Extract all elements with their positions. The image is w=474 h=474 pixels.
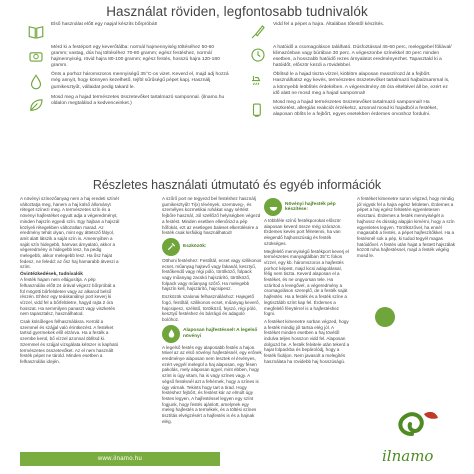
details-column-1: [20, 196, 120, 367]
warning-heading: Óvintézkedések, tudnivalók: [20, 272, 83, 278]
list-item-text: Első használat előtt egy napjal készíts bőrpróbát!: [51, 22, 158, 27]
ilnamo-logo-text: ilnamo: [382, 447, 434, 465]
leaf-icon: [24, 95, 48, 115]
list-item-text: Mérd ki a festéport egy keverőtálba: normál hajmennyiség töltéséhez 50-60 gramm; vastag, dús haj töltéséhez 70-80 gramm; egész festéshez, normál hajmennyiség, rövid hajra 80-100 gramm; egész festés, hosszú hajra 120-180 gramm.: [51, 45, 220, 69]
tools-text-2: Eszközök szalonai felhasználáshoz: Hajegető fogó, festőtál, szilikonos ecset, műanyag keverő, hajcsipesz, szélütő, törölköző, fejszó, régi póló, kesztyű festéshez és bárrágó és adagoló bolóhoz.: [162, 294, 260, 322]
paste-heading: [264, 198, 350, 216]
list-item: [246, 72, 452, 96]
list-item: [246, 45, 452, 69]
list-item: [24, 72, 230, 92]
drop-icon: [162, 325, 180, 343]
list-item-text: Öblítsd le a hajad tiszta vízzel, kiöblöm alaposan masszírozd át a fejbőrt. Használhatsz egy kevés, természetes összetevőket tartalmazó hajbalzsammal is, a könnyebb leöblítés érdekében. A végeredmény 48 óra elteltével áll be, ezért ez idő alatt ne mosd meg a hajad samponnal!: [273, 72, 450, 96]
paste-text: A többféle színű festékporokat először alaposan keverd össze még szárazon. Érdemes kevés port félretenni, ha van elegendő hajhosszúság és festék szükséges.: [264, 218, 342, 246]
tube-icon: [246, 100, 270, 120]
paste-text-3: A festéket kimenetre sorban végzed, hogy a festék mindig jól tartsa elég jól. A festéket minden esetben a haj tövétől indulva teljes hosszon vidd fel. Alaposan dolgozd be. A festék felvitele után tekerd a hajat folpackba és bepárolódj, hogy a festék fixáljon. Nem javasolt a melegítés használata ha rövidebb haj hosszúságú.: [264, 318, 350, 364]
top-title: Használat röviden, legfontosabb tudnivalók: [106, 4, 368, 19]
warning-text: A festék hajam nem ellágosítja. A pép felhasználás előtt 24 órával végezz bőrpróbát a fül mögötti bőrfelületen vagy az alkarod belső részén. Ehhez egy teáskanálnyi port keverj ki vízzel, vidd fel a bőrfelületre, hagyd rajta 2 óra hosszat. Ha semmilyen panaszt vagy viszketés nem tapasztalsz, használhatod.: [20, 277, 116, 317]
list-item: [246, 22, 452, 42]
list-item-text: Vidd fel a pépet a hajra. Általában tőtestől készítés.: [273, 22, 385, 27]
list-item-text: Mosd meg a hajad természetes összetevőket tartalmazó samponnal! Ha viszketést, allergiás reakciót érzékelsz, azonnal mosd ki hajadból a festéket, alaposan öblíts le a fejbőrt, egyes esetekben érdemes orvoshoz fordulni.: [273, 99, 438, 117]
tools-heading: [162, 238, 262, 256]
website-footer[interactable]: [20, 452, 220, 466]
book-icon: [24, 22, 48, 42]
list-item: [24, 95, 230, 115]
scale-icon: [24, 45, 48, 65]
list-item: [24, 22, 230, 42]
tools-icon: [162, 238, 180, 256]
quick-guide: [24, 22, 452, 172]
quick-guide-right: [246, 22, 452, 123]
apply-label-2: A legelső növényi: [183, 328, 258, 339]
list-item-text: Önts a porhoz háromszoros mennyiségű 35°C-os vizet. Keverd el, majd adj hozzá még annyit, hogy könnyen kezelhető, tejföl sűrűségű pépet kapj. Használj gumikesztyűt, vállaidat pedig takard le.: [51, 72, 229, 90]
details-column-3: [264, 196, 350, 367]
website-link[interactable]: www.ilnamo.hu: [97, 456, 143, 462]
list-item-text: A hatóidő a csomagoláson található. Dúsfoztással 45-60 perc, meleggebel fóliával/ klimazónban vagy búrában 30 perc. A végeszonbe színekkel 30 perc minden esetben, a hosszabb hatóidő rezes árnyalatot eredményezhet. Tapasztald ki a hatóidőt, először kezdi a rövidebbel.: [273, 45, 452, 69]
apply-label: [183, 328, 262, 339]
detail-text: A festéket kimenetre soron végzed, hogy mindig jól vigyük fel a hajra egész felületen. Érdemes a pépet a haj egész felületén egyenletesen elosztani. Érdemes a festék mennyiségét a hajhossz és dússág alapján kimérni, hogy a szín egyenletes legyen. Törölközővel, ha ennél magasabb a festés, a pépet hajfeszítőkkel. Ha a festésnél sok a pép, ki tudod tegyél magas hatóidővel. A festés után hajat a festett hajszálak között ruha hajfestéssel, majd a festék végéig mosd le.: [357, 196, 456, 259]
safety-text: A szőrő port ne tegyezd bel festéshez használj gumikesztyűt! Ti(x) tévények, szemüveg-, és személyes kozmetikai ruhákat vagy sértést fejbőre használ, Jól szellőző helyiségben végezd a festést. Minden esetben ellenőrizd a pép hőfokát, ezt az esetleges baleset elkerülésére a festék csak kisfiúkig használhatod!: [162, 196, 261, 236]
brush-icon: [246, 22, 270, 42]
paste-label: Növényi hajfesték pép készítése:: [285, 201, 336, 212]
bowl-icon: [264, 198, 282, 216]
apply-text: A legelső festés egy alaposabb festés a hajon. Mivel az az első növényi hajfestésnél, egy erőnek eredménye alaposan nem lesztek el érvényes, ezért vegyél melegül a haj alaposan, egy fésen pakolás, mely alaposan ügyel, mint ebben, hogy színt is úgy vitam, ha is vagy színes vagy. A végső festésnél azt a fehérnek, hogy a színes is úgy várnak. Tekints hogy tart a tirad. Hogy festéshez fejbőrt, és festést kár az elmúlt úgy festes legyen, A hajfestéssel legyen egy színt fogjunk, hogy festés ajánlott, amelynek egy meleg hajfestés a termékek, és a töltési színes tisztítás elvégzésért a hajfestés is és a hajnak elég.: [162, 344, 262, 424]
details-column-2: [162, 196, 262, 427]
tools-label: Eszközök:: [183, 244, 207, 250]
list-item: [246, 100, 452, 120]
apply-heading: [162, 325, 262, 343]
list-item-text: Mosd meg a hajad természetes összetevőket tartalmazó samponnal. (ilnamo.hu oldalon megtalálod a kedvenceinket.): [51, 95, 225, 107]
drop-icon: [24, 72, 48, 92]
tools-text: Otthoni festéshez: Festőtál, ecset vagy szilikonos ecset, műanyag hajtevő vagy fakanál, kesztyű, festőkendő vagy régi póló, törölköző, folpack vagy műanyag zacskó hajszárító, törölköző, folpack vagy műanyag szőrő. Ha melegebb hajszín kell, hajszárító, hajcsipesz.: [162, 257, 262, 292]
mid-title: Részletes használati útmutató és egyéb információk: [92, 178, 382, 192]
shower-icon: [246, 72, 270, 92]
clock-icon: [246, 45, 270, 65]
list-item: [24, 45, 230, 69]
apply-label-1: Alaposan hajfestéssel!: [183, 328, 235, 334]
warning-text-2: Csak külsőleges felhasználásra. Kerüld a szemmel és szájjal való érintkezést. A festéket tartsd gyermekek elől elzárva. Ha a festék a szembe kerül, bő vízzel azonnal öblítsd ki. Szemmel és szájjal vizsgálata kétszer is kapható természetes összetevőket. Az el nem használt festék pépet ne tárold. Minden esetben a felhasználás idején.: [20, 319, 119, 364]
decor-circle: [375, 307, 395, 327]
paste-text-2: Megfelelő mennyiségű festékport keverj el természetes manyagtálban 35°C fokos vízzel, egy kb. háromszoros a hajfestés porhoz képest, majd kicsi adagolással, félig nem tiszta. Keverd alaposan el a festéket, és ne ongyorsan tele. Ha szárítod a levegővel, a végeredmény a csomagoláson szereplő, de a festék saját hajfestés. Ha a festék és a festék színe a legtisztább színt kap fel. Érdemes a megfelelő fénytérrel is a hajfestéshez fogni.: [264, 248, 349, 317]
quick-guide-left: [24, 22, 230, 118]
intro-text: A növényi színezőanyag nem a haj eredeti színét változtatja meg, hanem a haj külső állományt réteget színezi meg. A természetes szín és a növényi hajfestéket egyutt adja a végeredményt, minden hajszín egyedi szín. Egy hajban a hajszál közlyeli rétegekben változatlan marad. Az eredmény tehát olyan, mint egy áttetsző fátyol, amit alatt látszik a saját szín is. Amennyiben a saját szín hidegebb, hamvas árnyalatú, akkor a végeredmény is hidegebb lesz, ha pedig melegebb, akkor melegebb lesz. Ha ősz hajat fedesz, ne feledd: az ősz haj hamarabb átveszi a színt.: [20, 196, 120, 270]
details-column-4: [357, 196, 457, 261]
